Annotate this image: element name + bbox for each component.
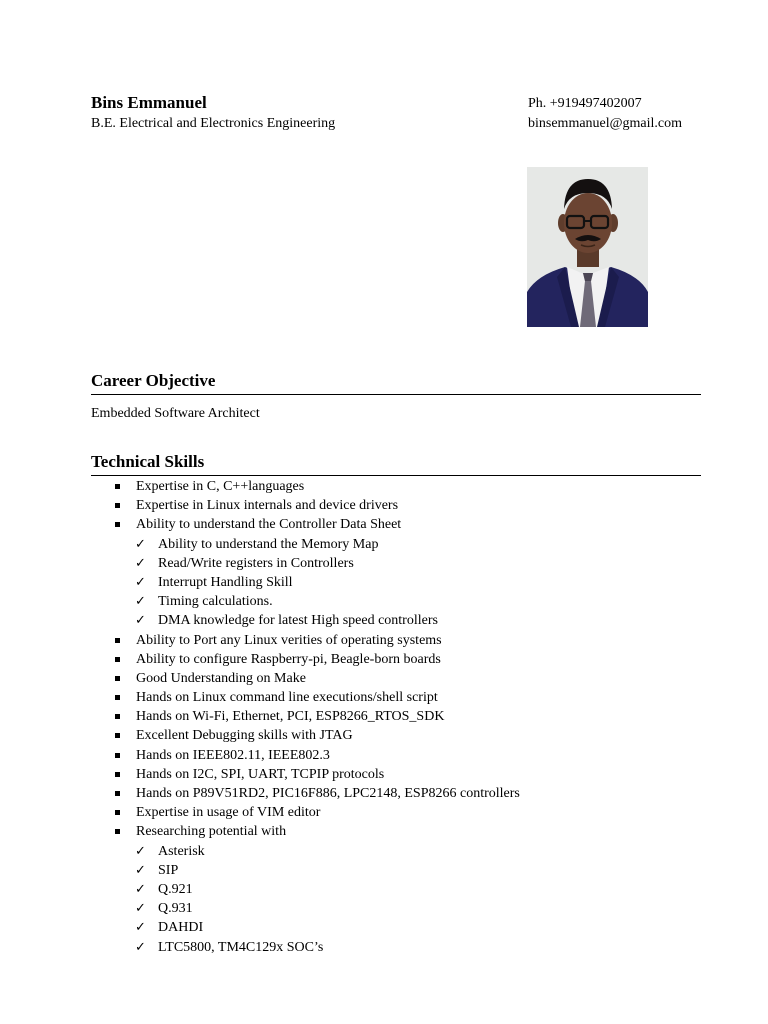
skill-text: DAHDI xyxy=(158,920,204,936)
skill-text: LTC5800, TM4C129x SOC’s xyxy=(158,939,324,955)
square-bullet-icon xyxy=(115,733,120,738)
skill-item xyxy=(0,765,768,784)
candidate-name: Bins Emmanuel xyxy=(91,93,207,112)
skill-item xyxy=(0,573,768,592)
square-bullet-icon xyxy=(115,810,120,815)
checkmark-icon: ✓ xyxy=(135,939,146,955)
skill-text: Ability to understand the Memory Map xyxy=(158,536,379,552)
candidate-degree: B.E. Electrical and Electronics Engineering xyxy=(91,116,336,131)
checkmark-icon: ✓ xyxy=(135,536,146,552)
skill-text: Hands on Linux command line executions/shell script xyxy=(136,690,438,706)
skill-item xyxy=(0,880,768,899)
skill-text: Expertise in usage of VIM editor xyxy=(136,805,321,821)
checkmark-icon: ✓ xyxy=(135,901,146,917)
skill-text: DMA knowledge for latest High speed controllers xyxy=(158,613,438,629)
skill-item xyxy=(0,650,768,669)
checkmark-icon: ✓ xyxy=(135,555,146,571)
square-bullet-icon xyxy=(115,791,120,796)
skill-item xyxy=(0,477,768,496)
checkmark-icon: ✓ xyxy=(135,574,146,590)
skill-text: Hands on Wi-Fi, Ethernet, PCI, ESP8266_RTOS_SDK xyxy=(136,709,445,725)
skill-item xyxy=(0,688,768,707)
profile-photo-illustration xyxy=(527,167,648,327)
square-bullet-icon xyxy=(115,503,120,508)
career-objective-heading: Career Objective xyxy=(91,371,216,390)
skill-item xyxy=(0,861,768,880)
square-bullet-icon xyxy=(115,772,120,777)
email-address: binsemmanuel@gmail.com xyxy=(528,116,683,131)
skill-item xyxy=(0,515,768,534)
skill-text: Hands on P89V51RD2, PIC16F886, LPC2148, ESP8266 controllers xyxy=(136,786,520,801)
skill-text: Ability to configure Raspberry-pi, Beagle-born boards xyxy=(136,651,441,667)
skill-text: Expertise in C, C++languages xyxy=(136,479,305,494)
checkmark-icon: ✓ xyxy=(135,881,146,897)
skill-text: Asterisk xyxy=(158,843,205,859)
skill-text: Q.921 xyxy=(158,881,193,897)
skill-item xyxy=(0,822,768,841)
skill-text: Ability to Port any Linux verities of operating systems xyxy=(136,632,442,648)
skill-text: Timing calculations. xyxy=(158,594,273,610)
checkmark-icon: ✓ xyxy=(135,843,146,859)
skill-text: Hands on IEEE802.11, IEEE802.3 xyxy=(136,747,330,763)
skill-text: Hands on I2C, SPI, UART, TCPIP protocols xyxy=(136,766,385,782)
skill-item xyxy=(0,938,768,957)
skill-item xyxy=(0,803,768,822)
skill-item xyxy=(0,726,768,745)
skill-item xyxy=(0,842,768,861)
skill-text: Interrupt Handling Skill xyxy=(158,574,293,590)
skill-item xyxy=(0,784,768,803)
skill-text: Ability to understand the Controller Data Sheet xyxy=(136,517,402,533)
square-bullet-icon xyxy=(115,657,120,662)
skill-text: Q.931 xyxy=(158,901,193,917)
skill-item xyxy=(0,535,768,554)
career-objective-text: Embedded Software Architect xyxy=(91,406,260,421)
skill-text: SIP xyxy=(158,862,179,878)
section-divider xyxy=(91,394,701,395)
skill-text: Excellent Debugging skills with JTAG xyxy=(136,728,353,744)
square-bullet-icon xyxy=(115,829,120,834)
skill-text: Read/Write registers in Controllers xyxy=(158,555,354,571)
skill-item xyxy=(0,611,768,630)
technical-skills-list xyxy=(0,477,768,957)
skill-item xyxy=(0,918,768,937)
square-bullet-icon xyxy=(115,676,120,681)
checkmark-icon: ✓ xyxy=(135,594,146,610)
skill-item xyxy=(0,631,768,650)
skill-item xyxy=(0,554,768,573)
skill-item xyxy=(0,496,768,515)
square-bullet-icon xyxy=(115,522,120,527)
square-bullet-icon xyxy=(115,753,120,758)
skill-item xyxy=(0,746,768,765)
skill-item xyxy=(0,669,768,688)
checkmark-icon: ✓ xyxy=(135,920,146,936)
skill-text: Researching potential with xyxy=(136,824,287,840)
square-bullet-icon xyxy=(115,638,120,643)
section-divider xyxy=(91,475,701,476)
checkmark-icon: ✓ xyxy=(135,862,146,878)
square-bullet-icon xyxy=(115,714,120,719)
phone-number: Ph. +919497402007 xyxy=(528,96,642,111)
checkmark-icon: ✓ xyxy=(135,613,146,629)
technical-skills-heading: Technical Skills xyxy=(91,452,205,471)
skill-item xyxy=(0,707,768,726)
skill-text: Expertise in Linux internals and device drivers xyxy=(136,498,399,514)
skill-item xyxy=(0,592,768,611)
profile-photo xyxy=(527,167,648,327)
skill-item xyxy=(0,899,768,918)
square-bullet-icon xyxy=(115,695,120,700)
skill-text: Good Understanding on Make xyxy=(136,670,306,686)
square-bullet-icon xyxy=(115,484,120,489)
